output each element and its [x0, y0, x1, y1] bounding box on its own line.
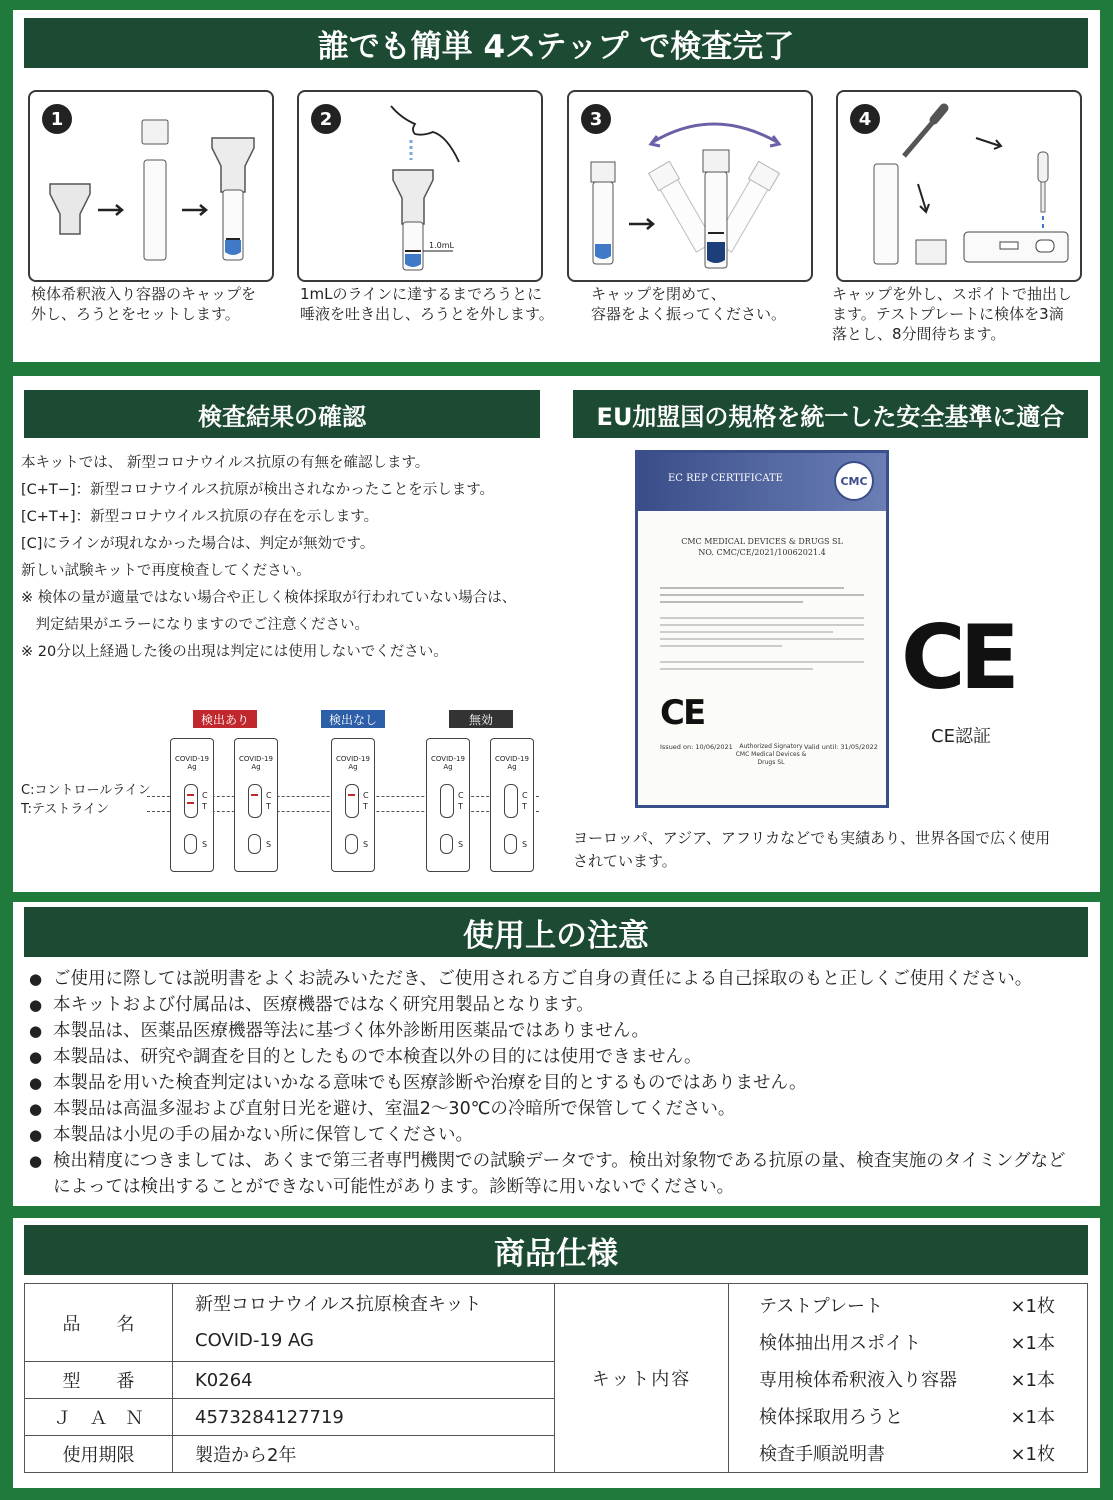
test-card: [426, 738, 470, 872]
test-card: [490, 738, 534, 872]
kit-item-name: 検査手順説明書: [759, 1444, 885, 1465]
tag-positive: 検出あり: [193, 710, 257, 728]
spec-model-label: 型 番: [25, 1362, 173, 1399]
funnel-tube-icon: [30, 92, 274, 282]
note-item: ● 本キットおよび付属品は、医療機器ではなく研究用製品となります。: [27, 992, 1087, 1018]
card-label: Ag: [443, 763, 453, 771]
line-label: 1.0mL: [429, 241, 454, 250]
step-4-number: 4: [850, 104, 880, 134]
spec-kit-label: キット内容: [555, 1284, 729, 1473]
card-label: COVID-19: [336, 755, 370, 763]
card-t-label: T: [266, 802, 271, 811]
result-window: [504, 784, 518, 818]
cmc-logo: CMC: [834, 461, 874, 501]
card-c-label: C: [266, 791, 272, 800]
results-title: 検査結果の確認: [198, 402, 366, 431]
sample-well: [345, 834, 358, 854]
results-line: 本キットでは、 新型コロナウイルス抗原の有無を確認します。: [21, 455, 430, 471]
cert-ce-mark: CE: [660, 693, 705, 733]
note-item: ● 本製品は、医薬品医療機器等法に基づく体外診断用医薬品ではありません。: [27, 1018, 1087, 1044]
note-item: ● 本製品は小児の手の届かない所に保管してください。: [27, 1122, 1087, 1148]
cert-company: CMC MEDICAL DEVICES & DRUGS SL: [681, 537, 843, 546]
dropper-icon: [838, 92, 1082, 282]
kit-item: [759, 1287, 1055, 1324]
card-t-label: T: [522, 802, 527, 811]
result-window: [345, 784, 359, 818]
sample-well: [504, 834, 517, 854]
legend-t: T:テストライン: [21, 802, 109, 817]
card-label: Ag: [187, 763, 197, 771]
note-item: ● ご使用に際しては説明書をよくお読みいただき、ご使用される方ご自身の責任による自己採取のもと正しくご使用ください。: [27, 966, 1087, 992]
card-c-label: C: [458, 791, 464, 800]
eu-caption: ヨーロッパ、アジア、アフリカなどでも実績あり、世界各国で広く使用 されています。: [573, 829, 1051, 870]
steps-panel: [13, 10, 1100, 362]
kit-item-qty: ×1本: [1010, 1333, 1055, 1354]
step-4-box: [836, 90, 1082, 282]
kit-item-qty: ×1本: [1010, 1370, 1055, 1391]
steps-title: 誰でも簡単 4ステップ で検査完了: [317, 28, 795, 65]
spec-model-value: K0264: [173, 1362, 555, 1399]
note-item: ● 検出精度につきましては、あくまで第三者専門機関での試験データです。検出対象物である抗原の量、検査実施のタイミングなどによっては検出することができない可能性があります。診断等に用いないでください。: [27, 1148, 1087, 1200]
control-line: [251, 794, 258, 796]
kit-item-qty: ×1枚: [1010, 1296, 1055, 1317]
test-card: [331, 738, 375, 872]
step-1-box: [28, 90, 274, 282]
test-card: [170, 738, 214, 872]
results-line: [C]にラインが現れなかった場合は、判定が無効です。: [21, 536, 375, 552]
kit-item-name: テストプレート: [759, 1296, 884, 1317]
bullet-icon: ●: [29, 996, 43, 1014]
results-line: 判定結果がエラーになりますのでご注意ください。: [21, 617, 369, 633]
kit-item: [759, 1435, 1055, 1472]
card-t-label: T: [458, 802, 463, 811]
results-line: [C+T−]：新型コロナウイルス抗原が検出されなかったことを示します。: [21, 482, 495, 498]
card-s-label: S: [458, 840, 464, 849]
card-label: COVID-19: [431, 755, 465, 763]
ec-certificate: [635, 450, 889, 808]
control-line: [348, 794, 355, 796]
results-title-bar: [24, 390, 540, 438]
cert-body-lines: [660, 587, 864, 670]
results-panel: [13, 376, 1100, 892]
cert-valid: Valid until: 31/05/2022: [804, 743, 878, 751]
notes-title-bar: [24, 907, 1088, 957]
spec-name-value: 新型コロナウイルス抗原検査キット COVID-19 AG: [173, 1284, 555, 1362]
card-s-label: S: [522, 840, 528, 849]
result-window: [184, 784, 198, 818]
kit-list: [759, 1287, 1055, 1472]
eu-title: EU加盟国の規格を統一した安全基準に適合: [596, 402, 1065, 431]
step-2-number: 2: [311, 104, 341, 134]
step-3-number: 3: [581, 104, 611, 134]
notes-title: 使用上の注意: [463, 917, 649, 954]
sample-well: [248, 834, 261, 854]
kit-item-qty: ×1枚: [1010, 1444, 1055, 1465]
step-1-caption: 検体希釈液入り容器のキャップを 外し、ろうとをセットします。: [31, 285, 257, 323]
card-c-label: C: [202, 791, 208, 800]
test-line: [187, 802, 194, 804]
notes-panel: [13, 902, 1100, 1206]
card-label: Ag: [251, 763, 261, 771]
sample-well: [184, 834, 197, 854]
card-c-label: C: [363, 791, 369, 800]
card-label: COVID-19: [239, 755, 273, 763]
spec-expiry-label: 使用期限: [25, 1436, 173, 1473]
tag-negative: 検出なし: [321, 710, 385, 728]
kit-item: [759, 1398, 1055, 1435]
card-c-label: C: [522, 791, 528, 800]
card-t-label: T: [202, 802, 207, 811]
cert-number: NO. CMC/CE/2021/10062021.4: [698, 548, 826, 557]
results-line: [C+T+]：新型コロナウイルス抗原の存在を示します。: [21, 509, 379, 525]
step-1-number: 1: [42, 104, 72, 134]
bullet-icon: ●: [29, 1152, 43, 1170]
card-s-label: S: [202, 840, 208, 849]
cert-signature: Authorized Signatory CMC Medical Devices & Drugs SL: [735, 743, 807, 766]
bullet-icon: ●: [29, 1100, 43, 1118]
spec-title-bar: [24, 1225, 1088, 1275]
step-2-caption: 1mLのラインに達するまでろうとに 唾液を吐き出し、ろうとを外します。: [300, 285, 554, 323]
step-3-box: [567, 90, 813, 282]
spec-expiry-value: 製造から2年: [173, 1436, 555, 1473]
step-2-box: [297, 90, 543, 282]
steps-title-bar: [24, 18, 1088, 68]
card-label: COVID-19: [175, 755, 209, 763]
bullet-icon: ●: [29, 1074, 43, 1092]
note-item: ● 本製品は高温多湿および直射日光を避け、室温2〜30℃の冷暗所で保管してください。: [27, 1096, 1087, 1122]
spec-jan-value: 4573284127719: [173, 1399, 555, 1436]
shake-icon: [569, 92, 813, 282]
ce-label: CE認証: [931, 726, 991, 747]
kit-item-name: 検体採取用ろうと: [759, 1407, 903, 1428]
bullet-icon: ●: [29, 1126, 43, 1144]
eu-title-bar: [573, 390, 1088, 438]
spec-jan-label: Ｊ Ａ Ｎ: [25, 1399, 173, 1436]
bullet-icon: ●: [29, 1022, 43, 1040]
spec-title: 商品仕様: [494, 1235, 618, 1272]
note-item: ● 本製品を用いた検査判定はいかなる意味でも医療診断や治療を目的とするものではありません。: [27, 1070, 1087, 1096]
cert-header: EC REP CERTIFICATE: [668, 473, 783, 484]
step-4-caption: キャップを外し、スポイトで抽出し ます。テストプレートに検体を3滴 落とし、8分間待ちます。: [832, 285, 1073, 343]
tag-invalid: 無効: [449, 710, 513, 728]
spit-icon: [299, 92, 543, 282]
note-item: ● 本製品は、研究や調査を目的としたもので本検査以外の目的には使用できません。: [27, 1044, 1087, 1070]
card-label: COVID-19: [495, 755, 529, 763]
card-label: Ag: [348, 763, 358, 771]
kit-item-name: 専用検体希釈液入り容器: [759, 1370, 957, 1391]
results-line: ※ 20分以上経過した後の出現は判定には使用しないでください。: [21, 644, 448, 660]
legend-c: C:コントロールライン: [21, 783, 151, 798]
results-line: 新しい試験キットで再度検査してください。: [21, 563, 311, 579]
control-line: [187, 794, 194, 796]
notes-list: [27, 966, 1087, 1200]
kit-item-qty: ×1本: [1010, 1407, 1055, 1428]
kit-item: [759, 1324, 1055, 1361]
spec-name-label: 品 名: [25, 1284, 173, 1362]
card-t-label: T: [363, 802, 368, 811]
result-window: [248, 784, 262, 818]
card-label: Ag: [507, 763, 517, 771]
spec-table: [24, 1283, 1088, 1473]
ce-mark: CE: [901, 606, 1014, 709]
spec-kit-contents: [729, 1284, 1088, 1473]
card-s-label: S: [363, 840, 369, 849]
results-line: ※ 検体の量が適量ではない場合や正しく検体採取が行われていない場合は、: [21, 590, 517, 606]
card-s-label: S: [266, 840, 272, 849]
bullet-icon: ●: [29, 970, 43, 988]
cert-issued: Issued on: 10/06/2021: [660, 743, 733, 751]
test-card: [234, 738, 278, 872]
bullet-icon: ●: [29, 1048, 43, 1066]
step-3-caption: キャップを閉めて、 容器をよく振ってください。: [591, 285, 787, 323]
sample-well: [440, 834, 453, 854]
kit-item-name: 検体抽出用スポイト: [759, 1333, 921, 1354]
kit-item: [759, 1361, 1055, 1398]
result-window: [440, 784, 454, 818]
